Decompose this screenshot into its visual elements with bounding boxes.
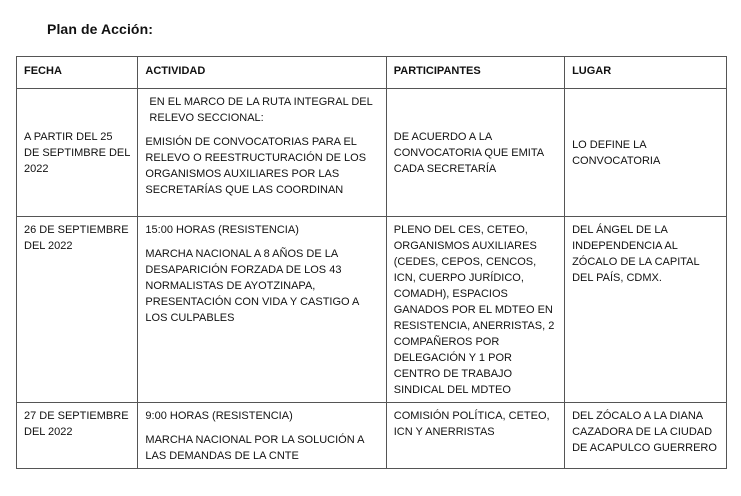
actividad-paragraph: 15:00 HORAS (RESISTENCIA) [145,224,299,236]
actividad-paragraph: MARCHA NACIONAL A 8 AÑOS DE LA DESAPARICIÓN FORZADA DE LOS 43 NORMALISTAS DE AYOTZINAPA, PRESENTACIÓN CON VIDA Y CASTIGO A LOS CULPABLES [145,248,359,324]
cell-fecha: 26 DE SEPTIEMBRE DEL 2022 [17,217,138,403]
actividad-paragraph: EMISIÓN DE CONVOCATORIAS PARA EL RELEVO O REESTRUCTURACIÓN DE LOS ORGANISMOS AUXILIARES POR LAS SECRETARÍAS QUE LAS COORDINAN [145,136,367,196]
table-row [17,89,727,217]
cell-actividad [138,89,386,217]
table-header-row [17,57,727,89]
actividad-paragraph: 9:00 HORAS (RESISTENCIA) [145,410,293,422]
action-plan-table [16,56,727,469]
actividad-paragraph: EN EL MARCO DE LA RUTA INTEGRAL DEL RELEVO SECCIONAL: [149,96,373,124]
cell-lugar: LO DEFINE LA CONVOCATORIA [565,89,727,217]
header-participantes: PARTICIPANTES [386,57,564,89]
action-plan-table-container [16,56,729,496]
cell-lugar: DEL ZÓCALO A LA DIANA CAZADORA DE LA CIUDAD DE ACAPULCO GUERRERO [565,403,727,469]
cell-participantes: DE ACUERDO A LA CONVOCATORIA QUE EMITA CADA SECRETARÍA [386,89,564,217]
actividad-paragraph: MARCHA NACIONAL POR LA SOLUCIÓN A LAS DEMANDAS DE LA CNTE [145,434,364,462]
header-actividad: ACTIVIDAD [138,57,386,89]
cell-participantes: COMISIÓN POLÍTICA, CETEO, ICN Y ANERRISTAS [386,403,564,469]
cell-fecha: A PARTIR DEL 25 DE SEPTIMBRE DEL 2022 [17,89,138,217]
cell-actividad [138,217,386,403]
table-row [17,403,727,469]
cell-participantes: PLENO DEL CES, CETEO, ORGANISMOS AUXILIARES (CEDES, CEPOS, CENCOS, ICN, CUERPO JURÍDICO, COMADH), ESPACIOS GANADOS POR EL MDTEO EN RESISTENCIA, ANERRISTAS, 2 COMPAÑEROS POR DELEGACIÓN Y 1 POR CENTRO DE TRABAJO SINDICAL DEL MDTEO [386,217,564,403]
header-lugar: LUGAR [565,57,727,89]
table-row [17,217,727,403]
cell-fecha: 27 DE SEPTIEMBRE DEL 2022 [17,403,138,469]
cell-actividad [138,403,386,469]
cell-lugar: DEL ÁNGEL DE LA INDEPENDENCIA AL ZÓCALO DE LA CAPITAL DEL PAÍS, CDMX. [565,217,727,403]
header-fecha: FECHA [17,57,138,89]
document-heading: Plan de Acción: [47,21,154,37]
